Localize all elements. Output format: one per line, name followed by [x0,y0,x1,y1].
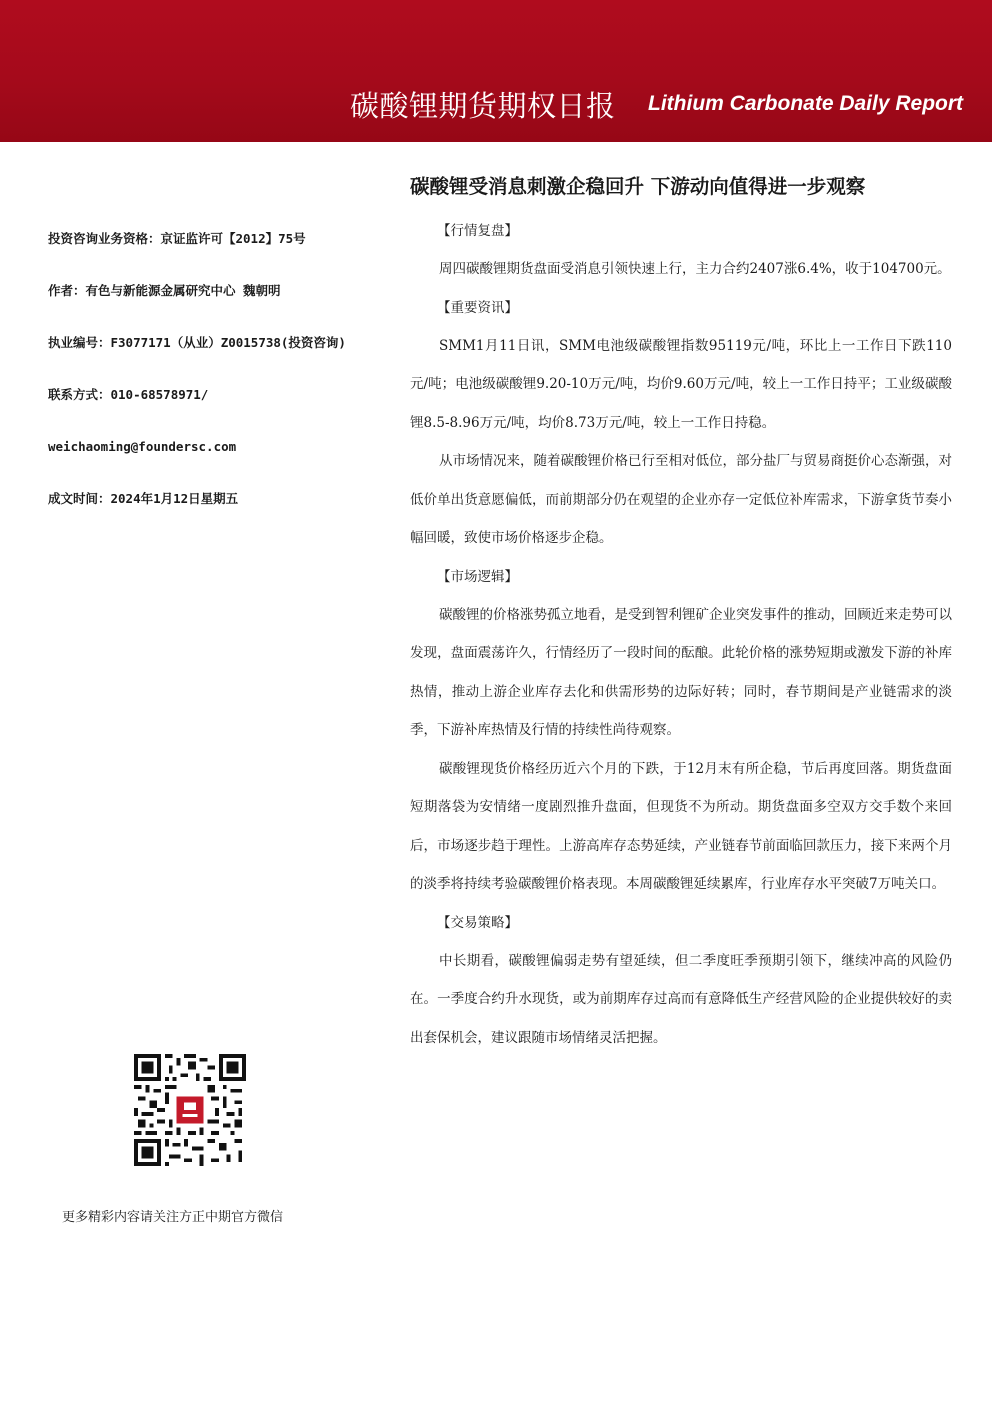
report-title-en: Lithium Carbonate Daily Report [648,92,964,115]
section-title-logic: 【市场逻辑】 [437,568,518,585]
paragraph: 从市场情况来，随着碳酸锂价格已行至相对低位，部分盐厂与贸易商挺价心态渐强，对低价单出货意愿偏低，而前期部分仍在观望的企业亦存一定低位补库需求，下游拿货节奏小幅回暖，致使市场价格逐步企稳。 [410,453,952,546]
header-banner [0,0,992,142]
contact-phone: 联系方式：010-68578971/ [48,387,209,402]
paragraph: SMM1月11日讯，SMM电池级碳酸锂指数95119元/吨，环比上一工作日下跌110元/吨；电池级碳酸锂9.20-10万元/吨，均价9.60万元/吨，较上一工作日持平；工业级碳酸锂8.5-8.96万元/吨，均价8.73万元/吨，较上一工作日持稳。 [410,337,952,431]
qr-code-icon [134,1054,246,1166]
contact-email: weichaoming@foundersc.com [48,439,237,454]
section-title-news: 【重要资讯】 [437,299,518,316]
article-headline: 碳酸锂受消息刺激企稳回升 下游动向值得进一步观察 [410,175,866,198]
practice-number: 执业编号：F3077171（从业）Z0015738(投资咨询) [48,335,346,350]
author-info-sidebar [48,230,388,542]
license-info: 投资咨询业务资格：京证监许可【2012】75号 [48,231,306,246]
paragraph: 中长期看，碳酸锂偏弱走势有望延续，但二季度旺季预期引领下，继续冲高的风险仍在。一季度合约升水现货，或为前期库存过高而有意降低生产经营风险的企业提供较好的卖出套保机会，建议跟随市场情绪灵活把握。 [410,952,952,1046]
paragraph: 周四碳酸锂期货盘面受消息引领快速上行，主力合约2407涨6.4%，收于104700元。 [439,261,951,277]
article-body [410,170,952,1057]
section-title-strategy: 【交易策略】 [437,914,518,931]
report-title-cn: 碳酸锂期货期权日报 [350,89,616,123]
qr-caption: 更多精彩内容请关注方正中期官方微信 [62,1210,284,1225]
publish-date: 成文时间：2024年1月12日星期五 [48,491,239,506]
author-info: 作者：有色与新能源金属研究中心 魏朝明 [48,283,281,298]
section-title-review: 【行情复盘】 [437,223,518,239]
paragraph: 碳酸锂现货价格经历近六个月的下跌，于12月末有所企稳，节后再度回落。期货盘面短期落袋为安情绪一度剧烈推升盘面，但现货不为所动。期货盘面多空双方交手数个来回后，市场逐步趋于理性。上游高库存态势延续，产业链春节前面临回款压力，接下来两个月的淡季将持续考验碳酸锂价格表现。本周碳酸锂延续累库，行业库存水平突破7万吨关口。 [410,760,952,892]
paragraph: 碳酸锂的价格涨势孤立地看，是受到智利锂矿企业突发事件的推动，回顾近来走势可以发现，盘面震荡许久，行情经历了一段时间的酝酿。此轮价格的涨势短期或激发下游的补库热情，推动上游企业库存去化和供需形势的边际好转；同时，春节期间是产业链需求的淡季，下游补库热情及行情的持续性尚待观察。 [410,606,952,738]
